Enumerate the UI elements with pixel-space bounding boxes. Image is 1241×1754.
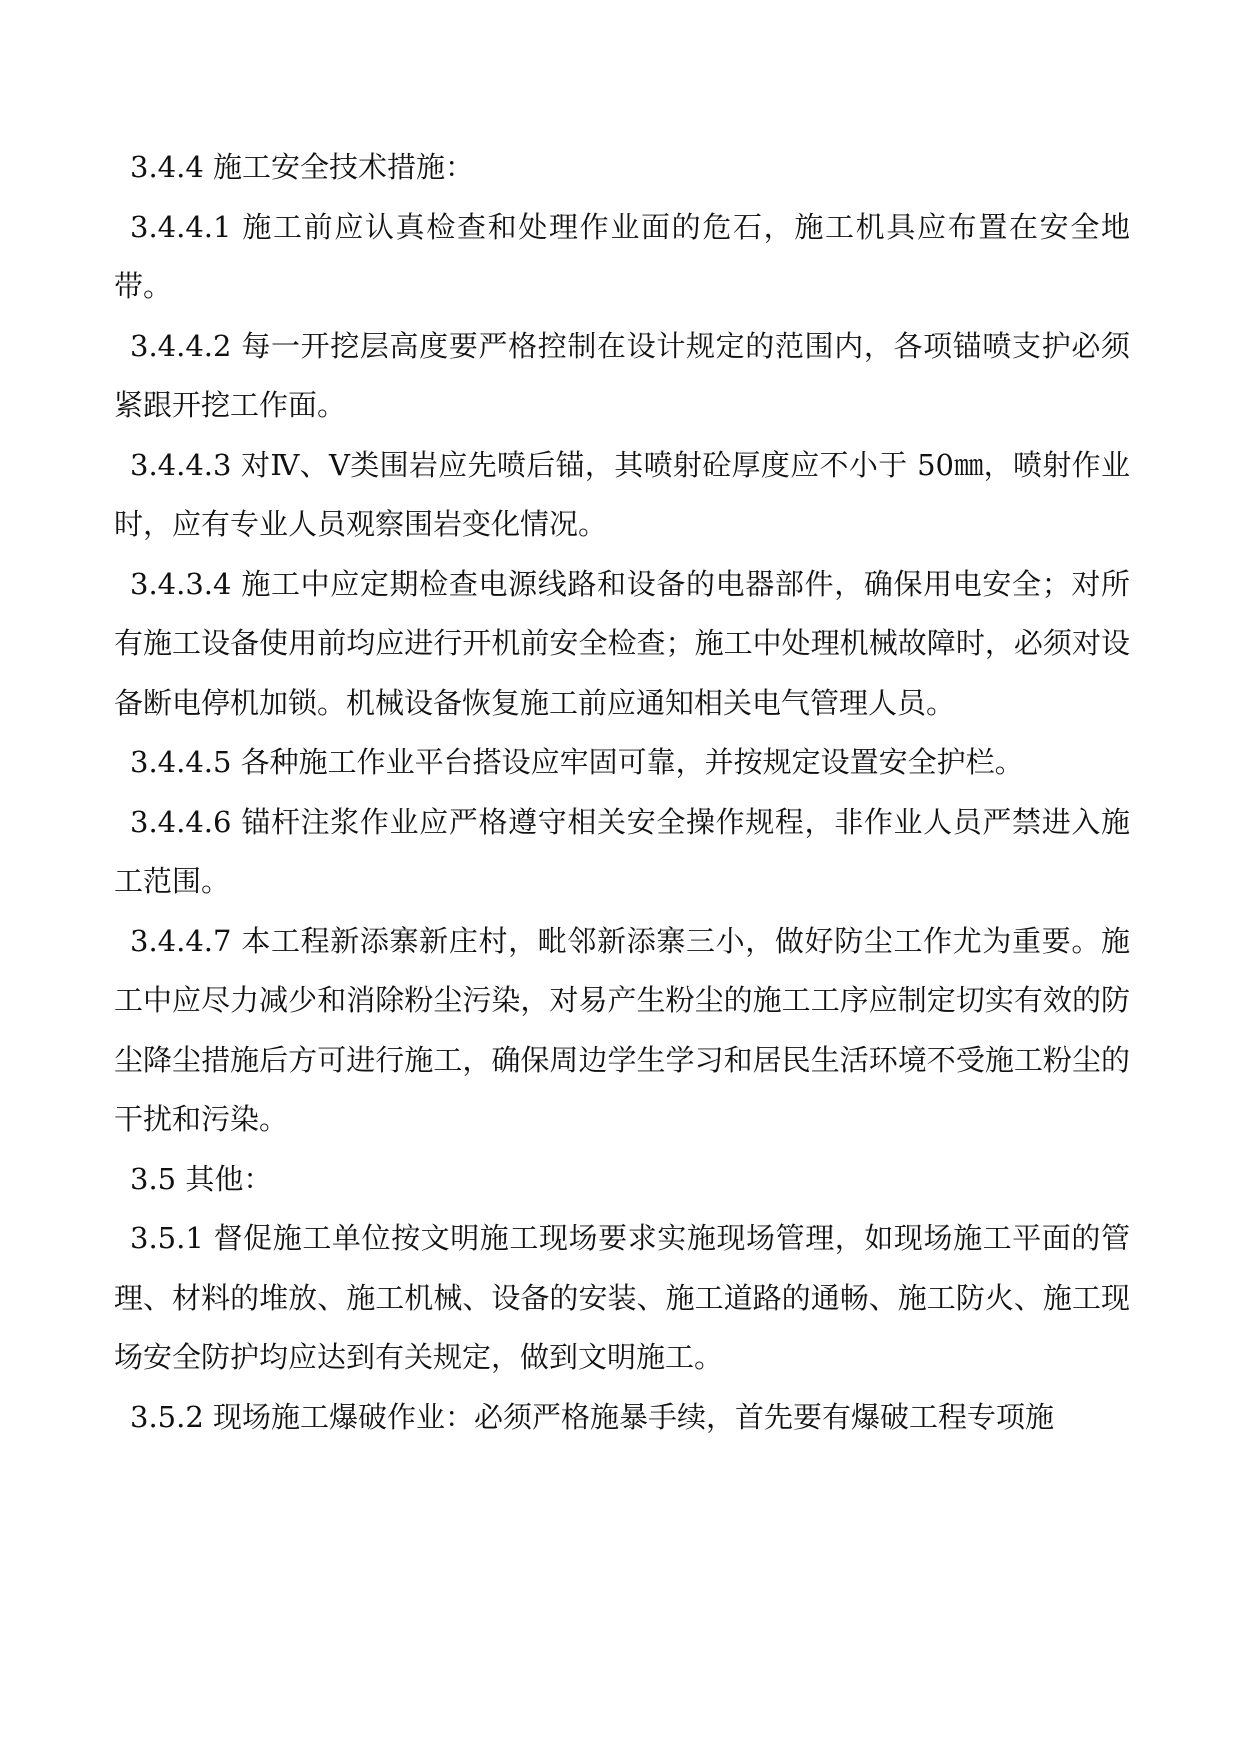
paragraph-3-4-4-1: 3.4.4.1 施工前应认真检查和处理作业面的危石，施工机具应布置在安全地带。 <box>114 209 1130 303</box>
paragraph-3-4-3-4: 3.4.3.4 施工中应定期检查电源线路和设备的电器部件，确保用电安全；对所有施工设备使用前均应进行开机前安全检查；施工中处理机械故障时，必须对设备断电停机加锁。机械设备恢复施工前应通知相关电气管理人员。 <box>114 566 1130 720</box>
paragraph-3-4-4-6: 3.4.4.6 锚杆注浆作业应严格遵守相关安全操作规程，非作业人员严禁进入施工范围。 <box>114 804 1130 898</box>
paragraph-3-5-2: 3.5.2 现场施工爆破作业：必须严格施暴手续，首先要有爆破工程专项施 <box>130 1399 1055 1434</box>
document-body <box>114 138 1130 1447</box>
paragraph-3-4-4-3: 3.4.4.3 对Ⅳ、Ⅴ类围岩应先喷后锚，其喷射砼厚度应不小于 50㎜，喷射作业时，应有专业人员观察围岩变化情况。 <box>114 447 1130 541</box>
paragraph-3-4-4-2: 3.4.4.2 每一开挖层高度要严格控制在设计规定的范围内，各项锚喷支护必须紧跟开挖工作面。 <box>114 328 1130 422</box>
paragraph-3-4-4-7: 3.4.4.7 本工程新添寨新庄村，毗邻新添寨三小，做好防尘工作尤为重要。施工中应尽力减少和消除粉尘污染，对易产生粉尘的施工工序应制定切实有效的防尘降尘措施后方可进行施工，确保周边学生学习和居民生活环境不受施工粉尘的干扰和污染。 <box>114 923 1130 1136</box>
paragraph-3-5-1: 3.5.1 督促施工单位按文明施工现场要求实施现场管理，如现场施工平面的管理、材料的堆放、施工机械、设备的安装、施工道路的通畅、施工防火、施工现场安全防护均应达到有关规定，做到文明施工。 <box>114 1221 1130 1374</box>
heading-3-4-4: 3.4.4 施工安全技术措施： <box>130 150 475 184</box>
heading-3-5: 3.5 其他： <box>130 1161 273 1196</box>
paragraph-3-4-4-5: 3.4.4.5 各种施工作业平台搭设应牢固可靠，并按规定设置安全护栏。 <box>130 745 1024 779</box>
